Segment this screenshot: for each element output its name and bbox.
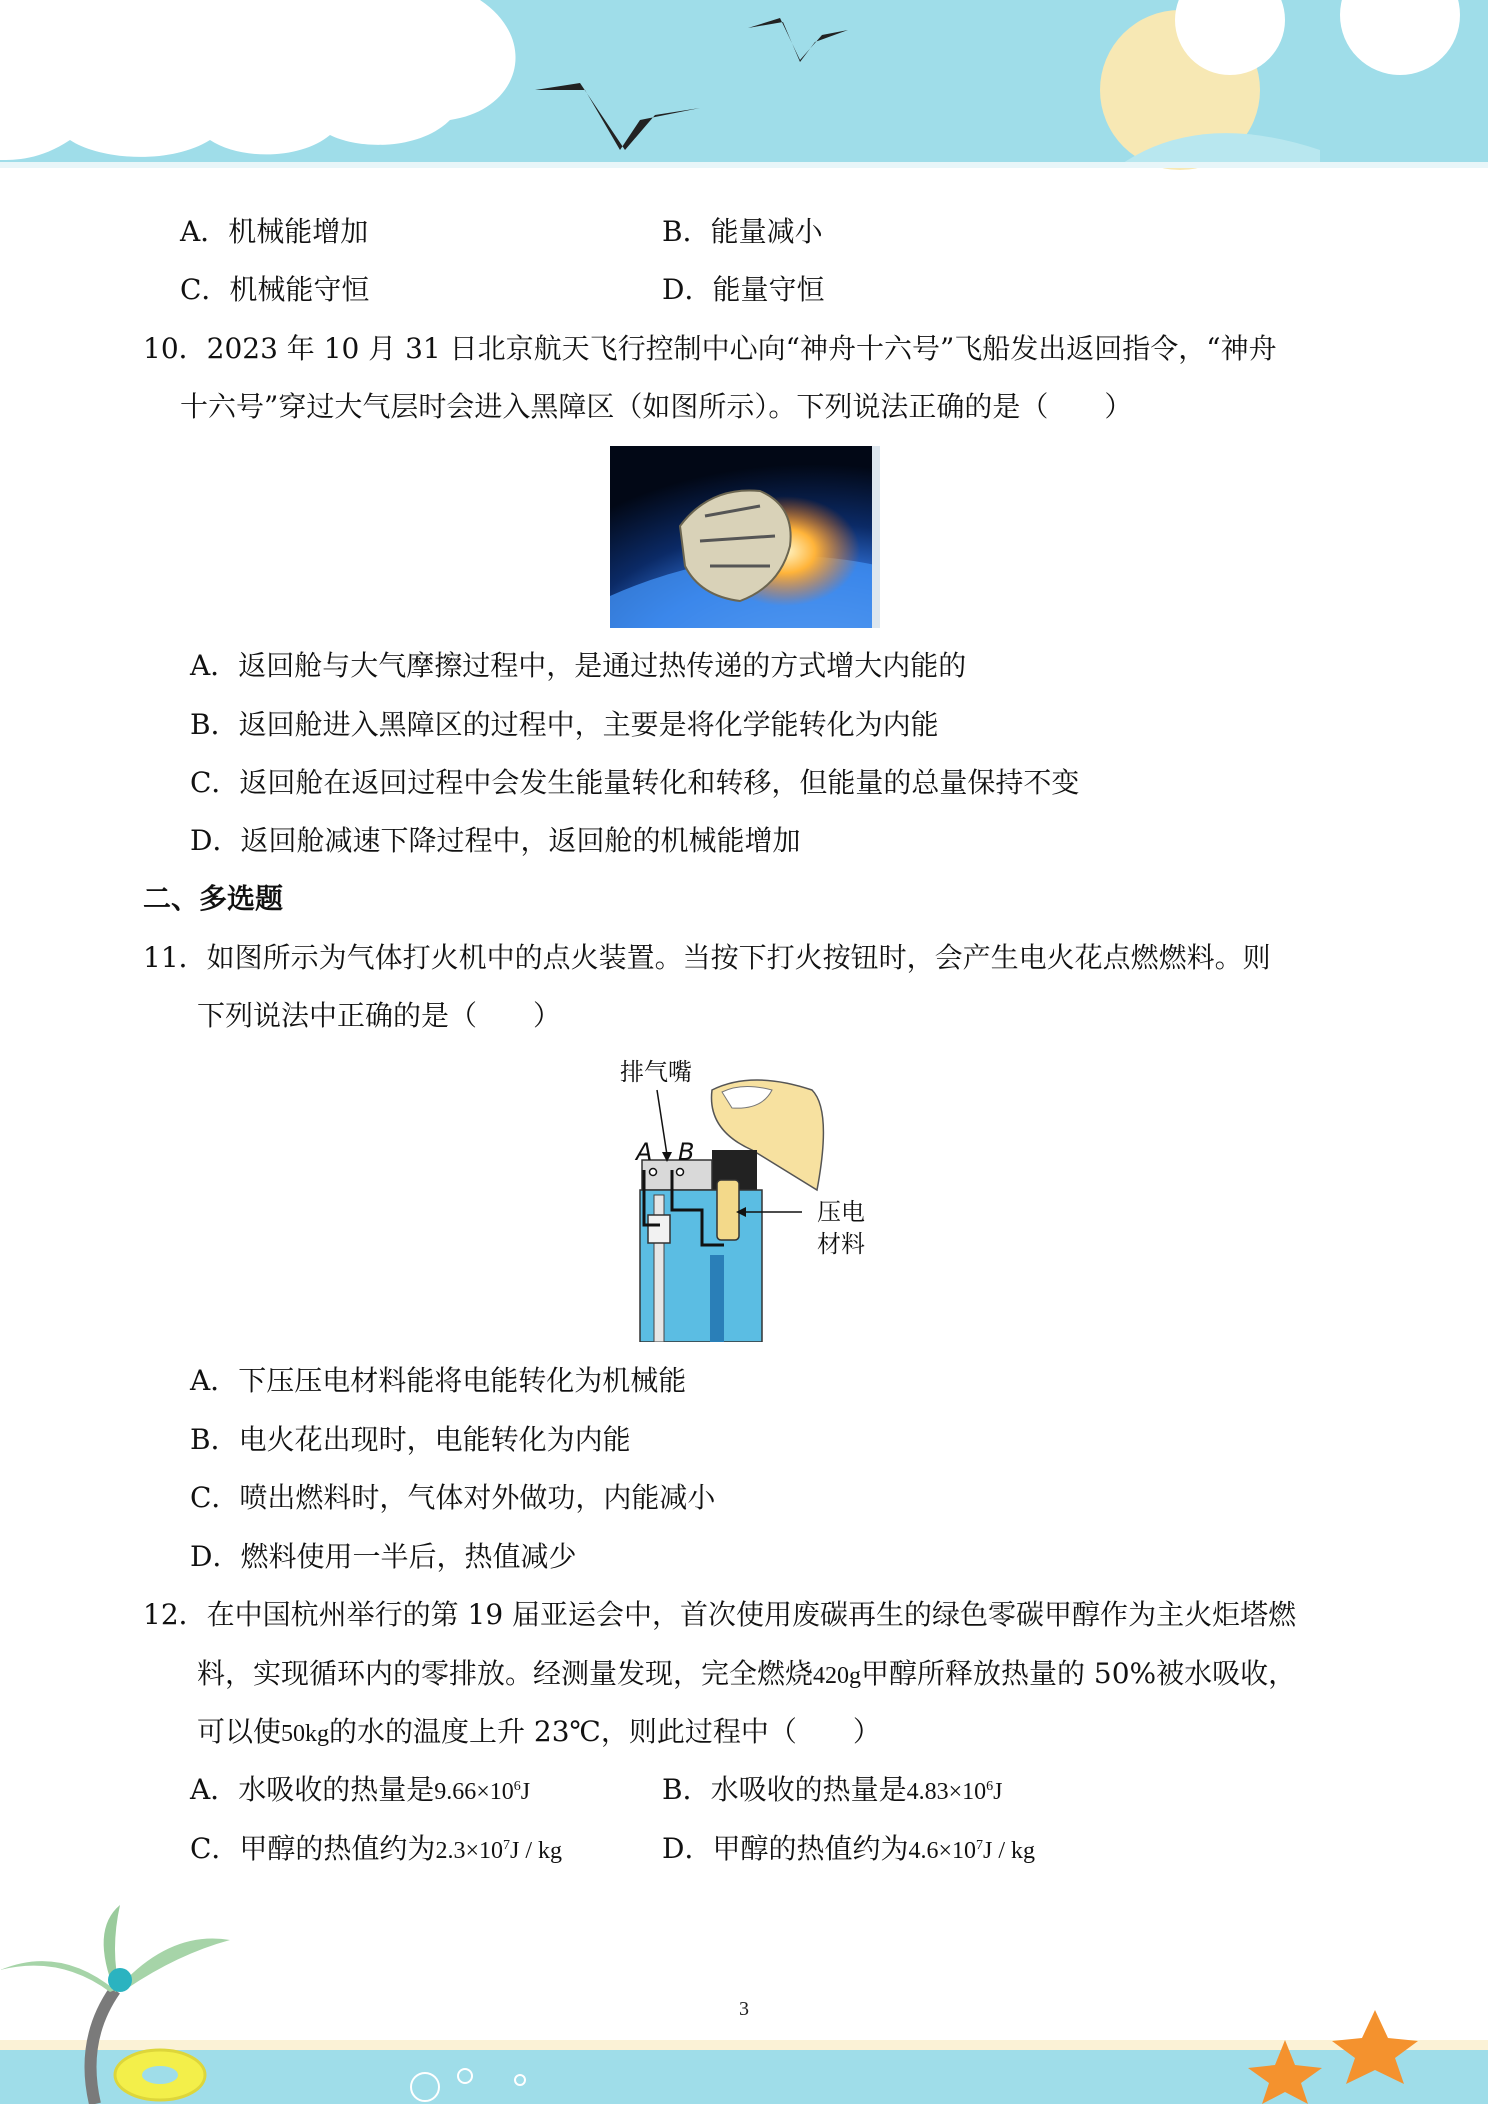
point-a-label: A bbox=[636, 1138, 653, 1166]
q9-option-d: D．能量守恒 bbox=[662, 273, 825, 306]
lighter-ignition-figure bbox=[612, 1050, 892, 1342]
palm-leaf bbox=[118, 1939, 230, 1992]
q11-option-a: A．下压压电材料能将电能转化为机械能 bbox=[190, 1364, 687, 1397]
piezo-element bbox=[717, 1180, 739, 1240]
q11-option-c: C．喷出燃料时，气体对外做功，内能减小 bbox=[190, 1481, 716, 1514]
header-banner bbox=[0, 0, 1488, 170]
piezo-label-2: 材料 bbox=[817, 1230, 865, 1258]
q9-option-a: A．机械能增加 bbox=[180, 215, 369, 248]
q12-option-c: C．甲醇的热值约为$2.3\times 10^7J$ / kg bbox=[190, 1832, 562, 1865]
q9-option-c: C．机械能守恒 bbox=[180, 273, 370, 306]
q12-water-mass: 50kg bbox=[281, 1721, 330, 1747]
q12-stem-line3 bbox=[197, 1712, 881, 1754]
q12-option-a: A．水吸收的热量是$9.66\times 10^6J$ bbox=[190, 1773, 531, 1806]
q12-mass-value: 420g bbox=[813, 1663, 862, 1689]
q12-stem-line1: 12．在中国杭州举行的第 19 届亚运会中，首次使用废碳再生的绿色零碳甲醇作为主火炬塔燃 bbox=[143, 1598, 1297, 1631]
q11-stem-line2: 下列说法中正确的是（ ） bbox=[197, 999, 562, 1032]
q10-option-d: D．返回舱减速下降过程中，返回舱的机械能增加 bbox=[190, 824, 801, 857]
q11-option-b: B．电火花出现时，电能转化为内能 bbox=[190, 1423, 631, 1456]
q10-option-c: C．返回舱在返回过程中会发生能量转化和转移，但能量的总量保持不变 bbox=[190, 766, 1080, 799]
q12-option-b: B．水吸收的热量是$4.83\times 10^6J$ bbox=[662, 1773, 1003, 1806]
reentry-capsule-image bbox=[610, 446, 880, 628]
q12-line2-rest: 甲醇所释放热量的 50%被水吸收， bbox=[861, 1657, 1297, 1690]
q12-line3-text: 可以使 bbox=[197, 1715, 282, 1748]
page-number: 3 bbox=[739, 1998, 749, 2020]
q11-stem-line1: 11．如图所示为气体打火机中的点火装置。当按下打火按钮时，会产生电火花点燃燃料。则 bbox=[143, 941, 1271, 974]
section-heading: 二、多选题 bbox=[143, 882, 284, 915]
q9-option-b: B．能量减小 bbox=[662, 215, 823, 248]
q12-option-d: D．甲醇的热值约为$4.6\times 10^7J$ / kg bbox=[662, 1832, 1036, 1865]
q10-stem-line1: 10．2023 年 10 月 31 日北京航天飞行控制中心向“神舟十六号”飞船发出返回指令，“神舟 bbox=[143, 332, 1277, 365]
q10-stem-line2: 十六号”穿过大气层时会进入黑障区（如图所示）。下列说法正确的是（ ） bbox=[180, 390, 1133, 423]
q12-line3-rest: 的水的温度上升 23℃，则此过程中（ ） bbox=[329, 1715, 881, 1748]
palm-leaf bbox=[0, 1961, 115, 1992]
q10-option-a: A．返回舱与大气摩擦过程中，是通过热传递的方式增大内能的 bbox=[190, 649, 967, 682]
nozzle-label: 排气嘴 bbox=[620, 1058, 692, 1086]
point-b-label: B bbox=[678, 1138, 695, 1166]
piezo-label-1: 压电 bbox=[817, 1198, 865, 1226]
q12-line2-text: 料，实现循环内的零排放。经测量发现，完全燃烧 bbox=[197, 1657, 814, 1690]
q10-option-b: B．返回舱进入黑障区的过程中，主要是将化学能转化为内能 bbox=[190, 708, 939, 741]
footer-beach-banner bbox=[0, 1900, 1488, 2104]
q12-stem-line2 bbox=[197, 1654, 1296, 1696]
q11-option-d: D．燃料使用一半后，热值减少 bbox=[190, 1540, 577, 1573]
